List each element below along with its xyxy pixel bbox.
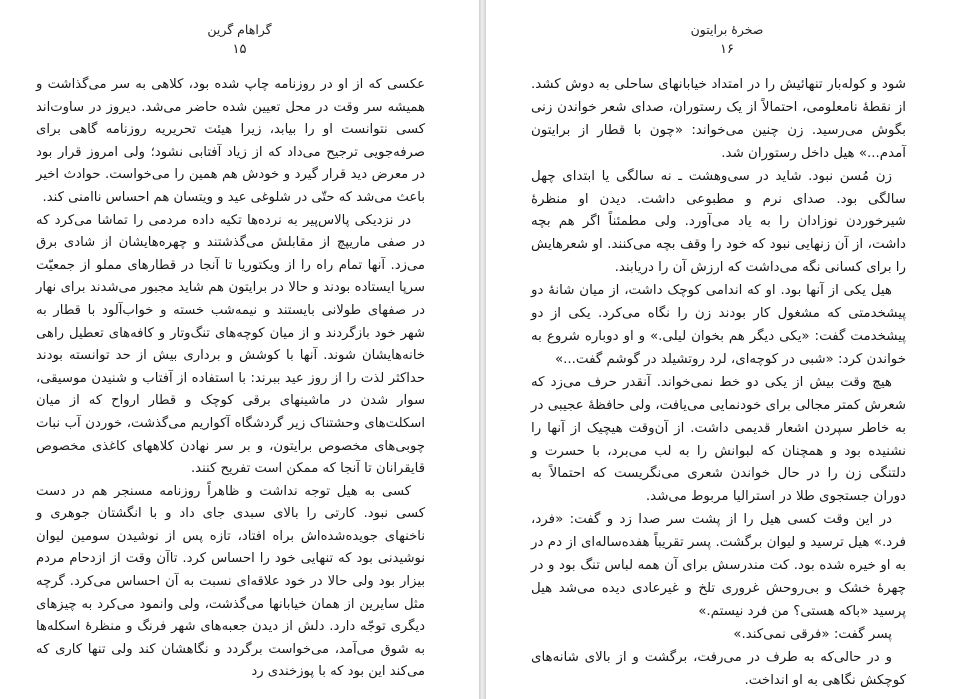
paragraph: در نزدیکی پالاس‌پیر به نرده‌ها تکیه داده مردمی را تماشا می‌کرد که در صفی ماریپچ از مقابلش می‌گذشتند و چهره‌هایشان از شادی برق می‌زد. آنها تمام راه را از ویکتوریا تا آنجا در قطارهای مملو از جمعیّت سرپا ایستاده بودند و حالا در برایتون هم شاید مجبور می‌شدند برای نهار در صفهای طولانی بایستند و نیمه‌شب خسته و خواب‌آلود با قطار به شهر خود بازگردند و از میان کوچه‌های تنگ‌وتار و کافه‌های تعطیل راهی خانه‌هایشان شوند. آنها با کوشش و برداری بیش از حد توانسته بودند حداکثر لذت را از روز عید ببرند: با استفاده از آفتاب و شنیدن موسیقی، سوار شدن در ماشینهای برقی کوچک و قطار ارواح که از میان اسکلت‌های وحشتناک زیر گردشگاه آکواریم می‌گذشت، خوردن آب نبات چوبی‌های مخصوص برایتون، و بر سر نهادن کلاههای کاغذی مخصوص قایقرانان تا آنجا که ممکن است تفریح کنند. xyxy=(36,212,425,477)
paragraph: هیچ وقت بیش از یکی دو خط نمی‌خواند. آنقدر حرف می‌زد که شعرش کمتر مجالی برای خودنمایی می‌یافت، ولی حافظهٔ عجیبی در به خاطر سپردن اشعار قدیمی داشت. از آن‌وقت هیچیک از آنها را نشنیده بود و همچنان که لبوانش را به لب می‌برد، با حسرت و دلتنگی زن را در حال خواندن شعری می‌نگریست که احتمالاً به دوران جستجوی طلا در استرالیا مربوط می‌شد. xyxy=(531,374,906,505)
left-page xyxy=(0,0,479,699)
paragraph: شود و کوله‌بار تنهائیش را در امتداد خیابانهای ساحلی به دوش کشد. از نقطهٔ نامعلومی، احتمالاً از یک رستوران، صدای شعر خواندن زنی بگوش می‌رسید. زن چنین می‌خواند: «چون با قطار از برایتون آمدم...» هیل داخل رستوران شد. xyxy=(531,77,906,161)
running-head: صخرهٔ برایتون xyxy=(690,22,764,37)
paragraph: پسر گفت: «فرقی نمی‌کند.» xyxy=(733,626,892,642)
page-number: ۱۶ xyxy=(720,42,734,57)
book-gutter xyxy=(479,0,486,699)
paragraph: زن مُسن نبود. شاید در سی‌وهشت ـ نه سالگی یا ابتدای چهل سالگی بود. صدای نرم و مطبوعی داشت. دیدن او منظرهٔ شیرخوردن نوزادان را به یاد می‌آورد. ولی مطمئناً اگر هم بچه داشت، از آن زنهایی نبود که خود را وقف بچه می‌کنند. او شعرهایش را برای کسانی نگه می‌داشت که ارزش آن را دریابند. xyxy=(531,168,906,276)
body-text xyxy=(36,74,425,684)
right-page xyxy=(486,0,968,699)
running-head: گراهام گرین xyxy=(207,22,272,37)
paragraph: عکسی که از او در روزنامه چاپ شده بود، کلاهی به سر می‌گذاشت و همیشه سر وقت در محل تعیین شده حاضر می‌شد. دیروز در ساوت‌اند کسی نتوانست او را بیابد، زیرا هیئت تحریریه روزنامه گاهی برای صرفه‌جویی ترجیح می‌داد که از زیاد آفتابی نشود؛ ولی امروز قرار بود در معرض دید قرار گیرد و خودش هم همین را می‌خواست. حوادث اخیر باعث می‌شد که حتّی در شلوغی عید و ویتسان هم احساس ناامنی کند. xyxy=(36,77,425,205)
paragraph: هیل یکی از آنها بود. او که اندامی کوچک داشت، از میان شانهٔ دو پیشخدمتی که مشغول کار بودند زن را نگاه می‌کرد. یکی از دو پیشخدمت گفت: «یکی دیگر هم بخوان لیلی.» و او دوباره شروع به خواندن کرد: «شبی در کوچه‌ای، لرد روتشیلد در گوشم گفت...» xyxy=(531,283,906,367)
body-text xyxy=(531,74,906,692)
paragraph: کسی به هیل توجه نداشت و ظاهراً روزنامه مسنجر هم در دست کسی نبود. کارتی را بالای سبدی جای داد و با انگشتان جوهری و ناخنهای جویده‌شده‌اش براه افتاد، تازه پس از نوشیدن سومین لیوان نوشیدنی بود که تنهایی خود را احساس کرد. تاآن وقت از ازدحام مردم بیزار بود ولی حالا در خود علاقه‌ای نسبت به آن احساس می‌کرد. گرچه مثل سایرین از همان خیابانها می‌گذشت، ولی وانمود می‌کرد به چیزهای دیگری توجّه دارد. دلش از دیدن جعبه‌های شهر فرنگ و منظرهٔ اسکله‌ها به شوق می‌آمد، می‌خواست برگردد و نگاهشان کند ولی تنها کاری که می‌کند این بود که با پوزخندی رد xyxy=(36,483,425,680)
paragraph: در این وقت کسی هیل را از پشت سر صدا زد و گفت: «فرد، فرد.» هیل ترسید و لیوان برگشت. پسر تقریباً هفده‌ساله‌ای از دم در به او خیره شده بود. کت مندرسش برای آن همه لباس تنگ بود و در چهرهٔ خشک و بی‌روحش غروری تلخ و غیرعادی دیده می‌شد هیل پرسید «باکه هستی؟ من فرد نیستم.» xyxy=(531,512,906,619)
paragraph: و در حالی‌که به طرف در می‌رفت، برگشت و از بالای شانه‌های کوچکش نگاهی به او انداخت. xyxy=(531,649,906,688)
page-number: ۱۵ xyxy=(232,42,247,57)
